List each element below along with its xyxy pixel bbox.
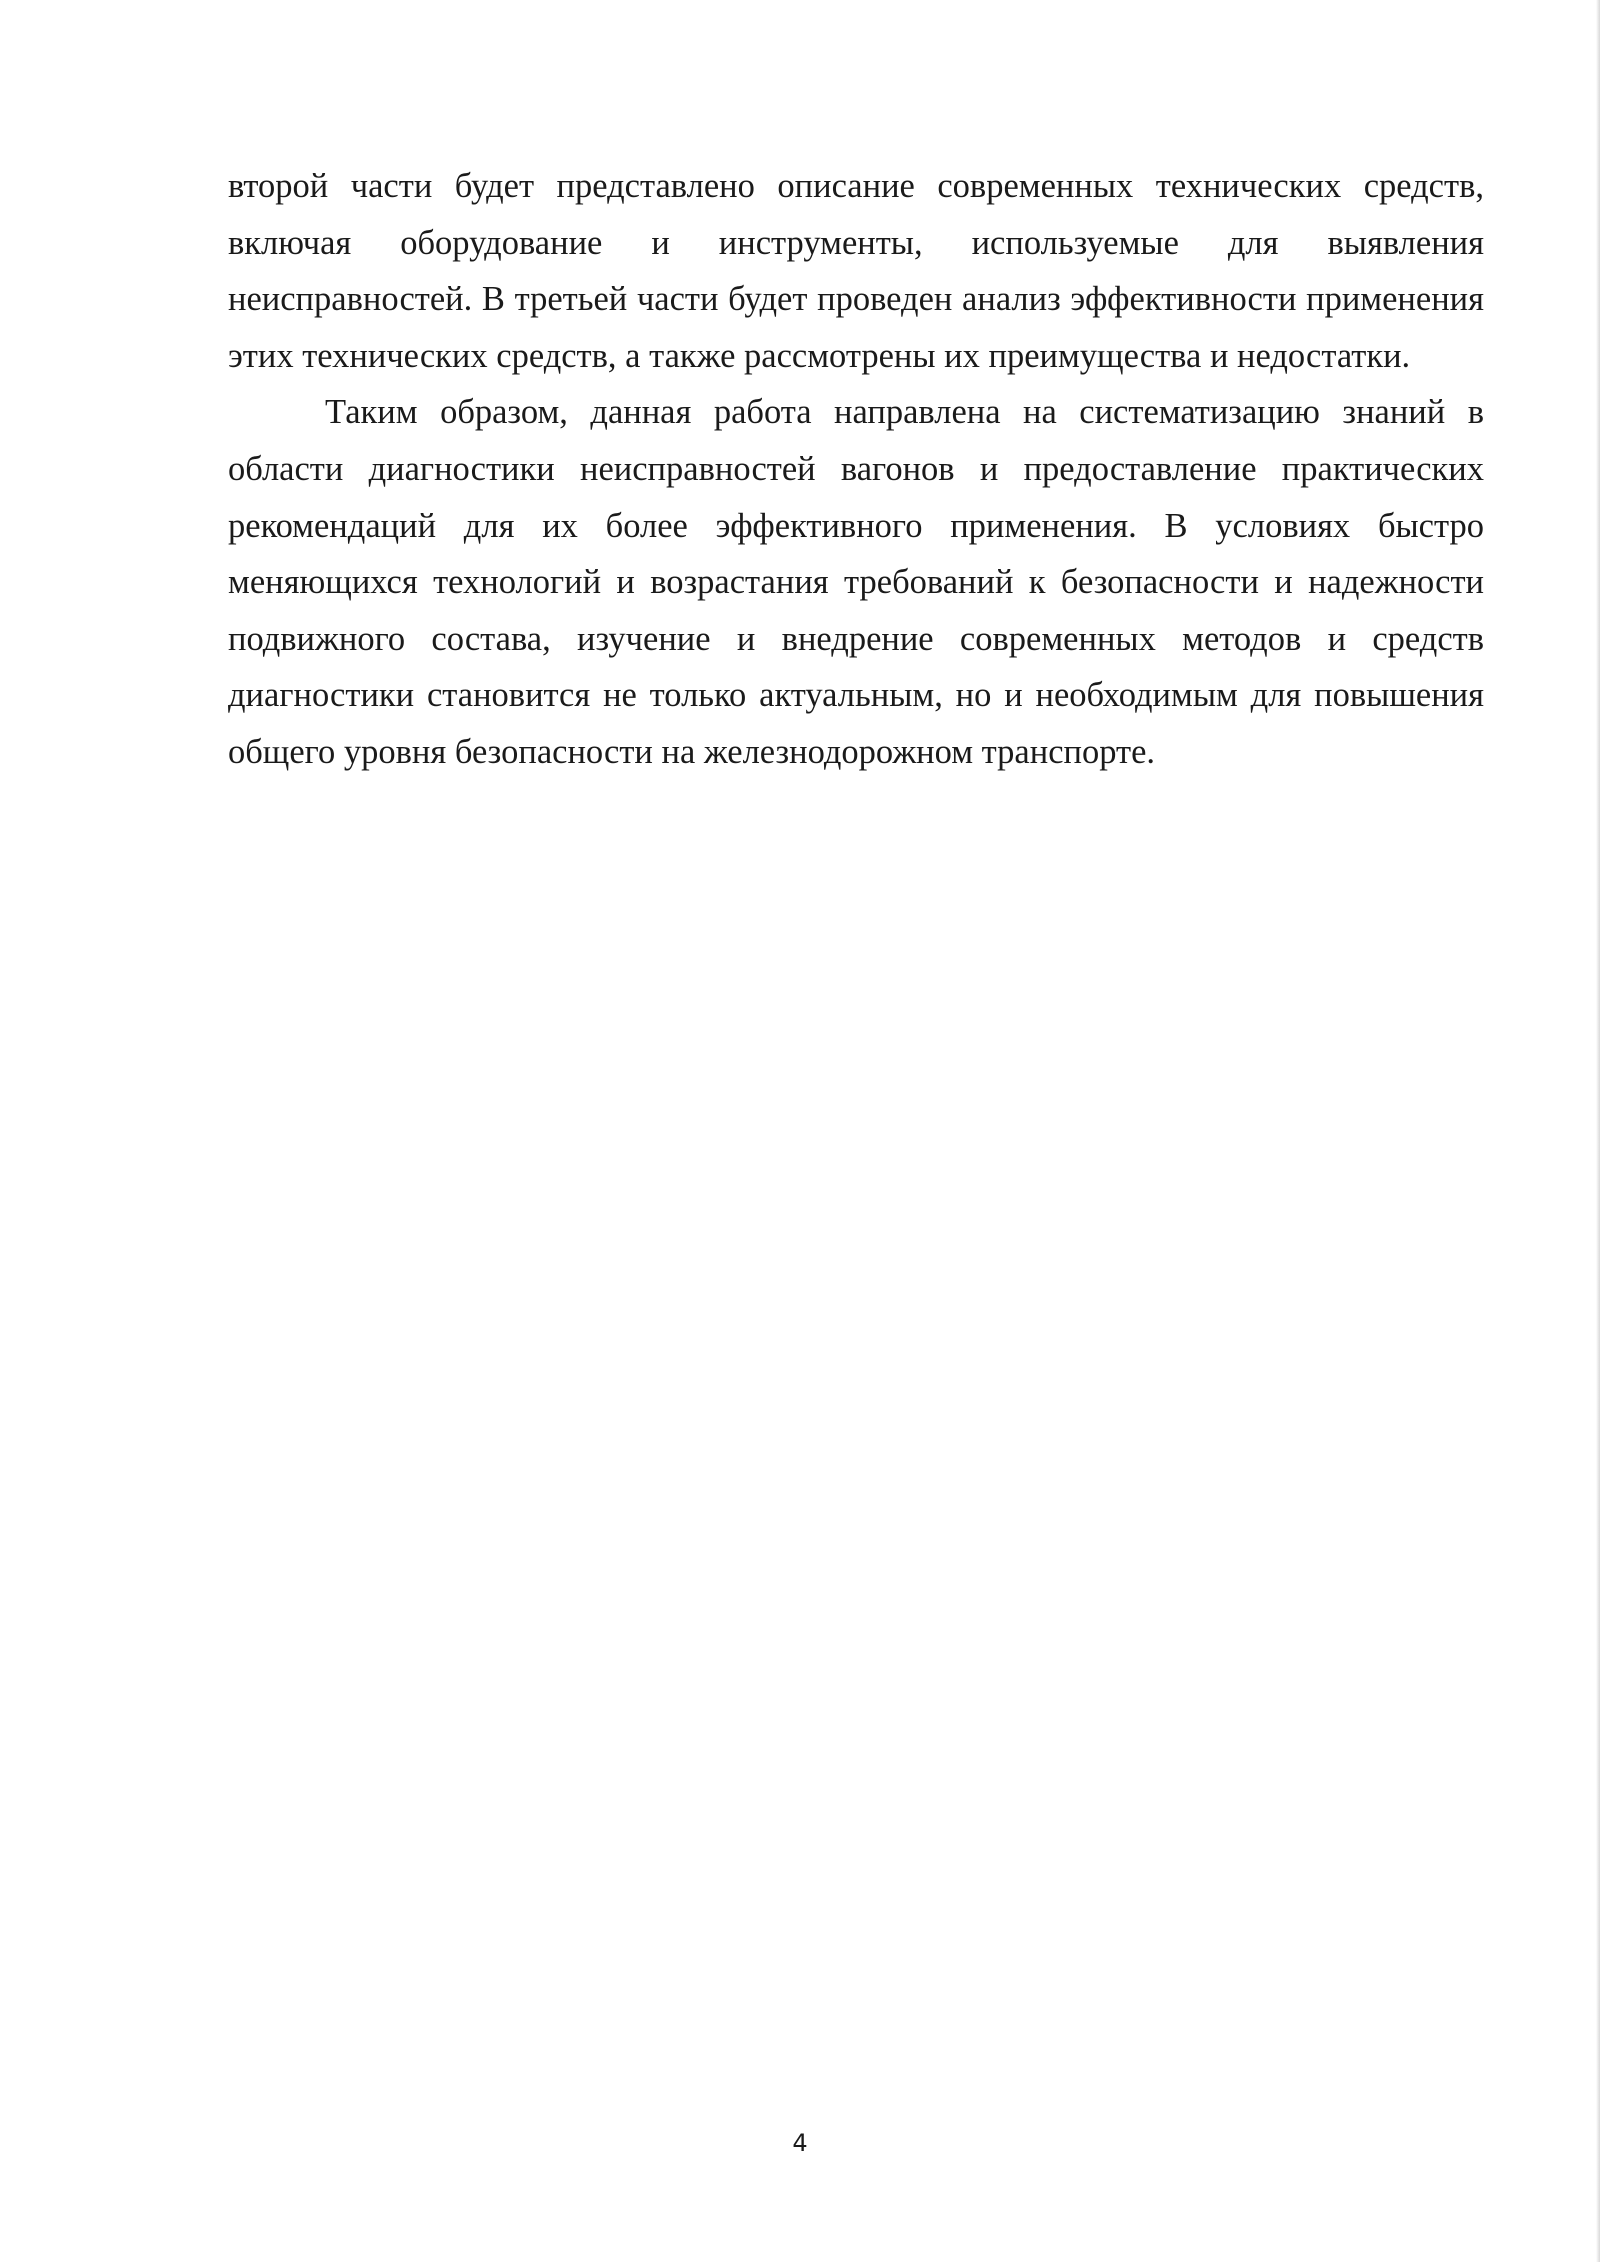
paragraph-conclusion: Таким образом, данная работа направлена на систематизацию знаний в области диагностики неисправностей вагонов и предоставление практических рекомендаций для их более эффективного применения. В условиях быстро меняющихся технологий и возрастания требований к безопасности и надежности подвижного состава, изучение и внедрение современных методов и средств диагностики становится не только актуальным, но и необходимым для повышения общего уровня безопасности на железнодорожном транспорте. <box>228 393 1484 771</box>
paragraph-continuation: второй части будет представлено описание современных технических средств, включая оборудование и инструменты, используемые для выявления неисправностей. В третьей части будет проведен анализ эффективности применения этих технических средств, а также рассмотрены их преимущества и недостатки. <box>228 167 1484 375</box>
page-number: 4 <box>792 2129 808 2157</box>
body-text <box>228 158 1484 781</box>
page-edge-shadow <box>1596 0 1600 2262</box>
